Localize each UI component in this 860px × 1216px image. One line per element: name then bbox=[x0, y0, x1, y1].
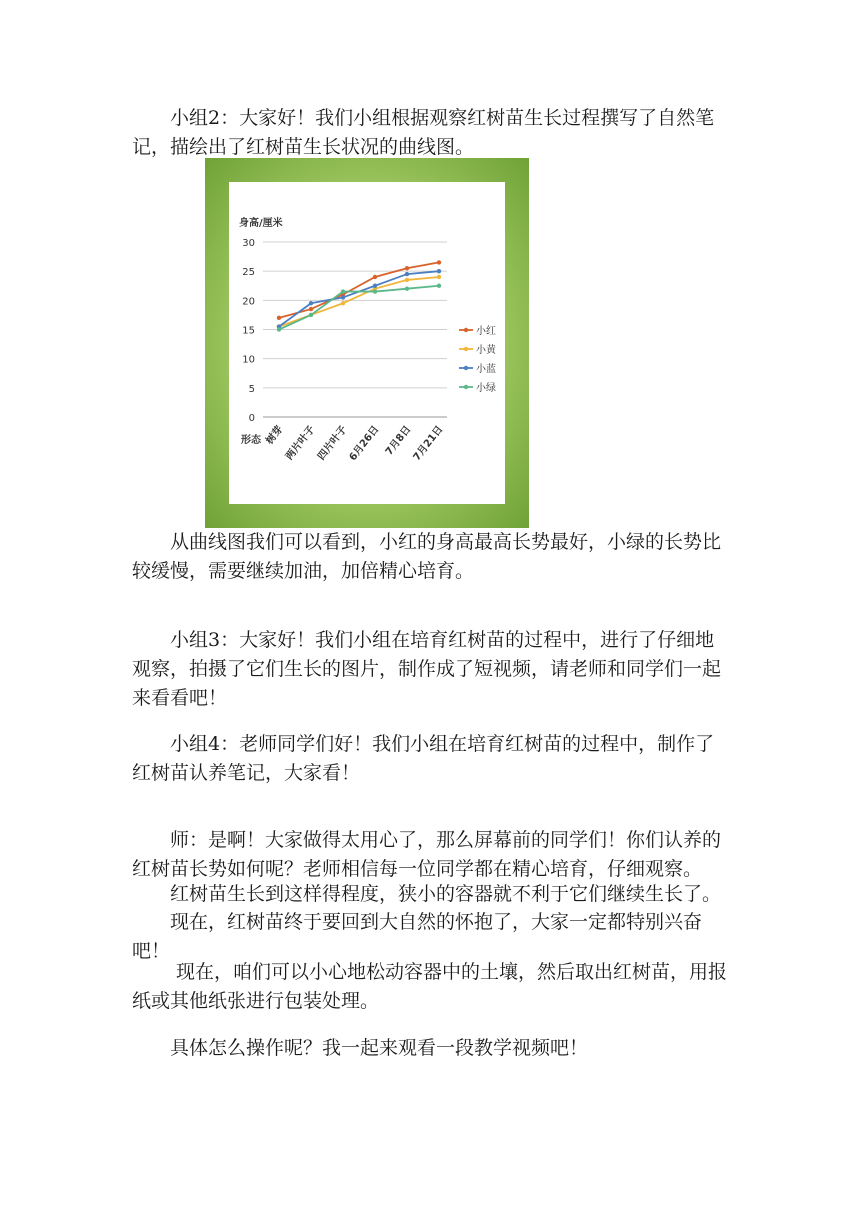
paragraph-teacher-1: 师：是啊！大家做得太用心了，那么屏幕前的同学们！你们认养的红树苗长势如何呢？老师相信每一位同学都在精心培育，仔细观察。 bbox=[132, 829, 722, 880]
paragraph-teacher-2: 红树苗生长到这样得程度，狭小的容器就不利于它们继续生长了。 bbox=[132, 883, 722, 905]
legend-marker bbox=[464, 385, 468, 389]
data-point bbox=[405, 266, 409, 270]
x-axis-label: 形态 bbox=[241, 435, 261, 446]
data-point bbox=[437, 269, 441, 273]
data-point bbox=[309, 307, 313, 311]
x-tick-label: 四片叶子 bbox=[316, 424, 350, 463]
y-tick-label: 20 bbox=[242, 296, 255, 308]
x-tick-label: 树芽 bbox=[264, 424, 286, 447]
legend-label: 小绿 bbox=[476, 383, 496, 394]
legend-marker bbox=[464, 347, 468, 351]
data-point bbox=[309, 313, 313, 317]
y-tick-label: 10 bbox=[242, 354, 255, 366]
data-point bbox=[373, 289, 377, 293]
paragraph-group3: 小组3：大家好！我们小组在培育红树苗的过程中，进行了仔细地观察，拍摄了它们生长的图片，制作成了短视频，请老师和同学们一起来看看吧！ bbox=[132, 629, 722, 709]
paragraph-group2-intro: 小组2：大家好！我们小组根据观察红树苗生长过程撰写了自然笔记，描绘出了红树苗生长状况的曲线图。 bbox=[132, 107, 715, 158]
legend-label: 小红 bbox=[476, 326, 496, 337]
x-tick-label: 7月8日 bbox=[383, 424, 414, 458]
paragraph-chart-conclusion: 从曲线图我们可以看到，小红的身高最高长势最好，小绿的长势比较缓慢，需要继续加油，加倍精心培育。 bbox=[132, 531, 722, 582]
data-point bbox=[309, 301, 313, 305]
data-point bbox=[373, 284, 377, 288]
data-point bbox=[437, 260, 441, 264]
data-point bbox=[405, 286, 409, 290]
data-point bbox=[277, 316, 281, 320]
data-point bbox=[437, 284, 441, 288]
legend-marker bbox=[464, 366, 468, 370]
data-point bbox=[341, 301, 345, 305]
data-point bbox=[341, 289, 345, 293]
y-tick-label: 5 bbox=[248, 383, 255, 395]
x-tick-label: 两片叶子 bbox=[284, 424, 318, 463]
chart-card bbox=[229, 182, 505, 504]
y-axis-label: 身高/厘米 bbox=[239, 218, 283, 229]
paragraph-teacher-5: 具体怎么操作呢？我一起来观看一段教学视频吧！ bbox=[132, 1037, 589, 1059]
series-line bbox=[279, 286, 439, 330]
x-tick-label: 6月26日 bbox=[347, 424, 382, 464]
legend-label: 小蓝 bbox=[476, 364, 496, 375]
y-tick-label: 15 bbox=[242, 325, 255, 337]
data-point bbox=[405, 278, 409, 282]
data-point bbox=[437, 275, 441, 279]
y-tick-label: 25 bbox=[242, 267, 255, 279]
y-tick-label: 30 bbox=[242, 238, 255, 249]
growth-chart-image bbox=[205, 158, 529, 528]
legend-label: 小黄 bbox=[476, 345, 496, 356]
legend-marker bbox=[464, 328, 468, 332]
data-point bbox=[405, 272, 409, 276]
x-tick-label: 7月21日 bbox=[411, 424, 446, 464]
paragraph-teacher-3: 现在，红树苗终于要回到大自然的怀抱了，大家一定都特别兴奋吧！ bbox=[132, 911, 703, 962]
data-point bbox=[277, 327, 281, 331]
data-point bbox=[341, 295, 345, 299]
growth-line-chart bbox=[229, 182, 505, 504]
y-tick-label: 0 bbox=[248, 413, 255, 424]
paragraph-teacher-4: 现在，咱们可以小心地松动容器中的土壤，然后取出红树苗，用报纸或其他纸张进行包装处理。 bbox=[132, 961, 728, 1012]
paragraph-group4: 小组4：老师同学们好！我们小组在培育红树苗的过程中，制作了红树苗认养笔记，大家看！ bbox=[132, 733, 715, 784]
data-point bbox=[373, 275, 377, 279]
